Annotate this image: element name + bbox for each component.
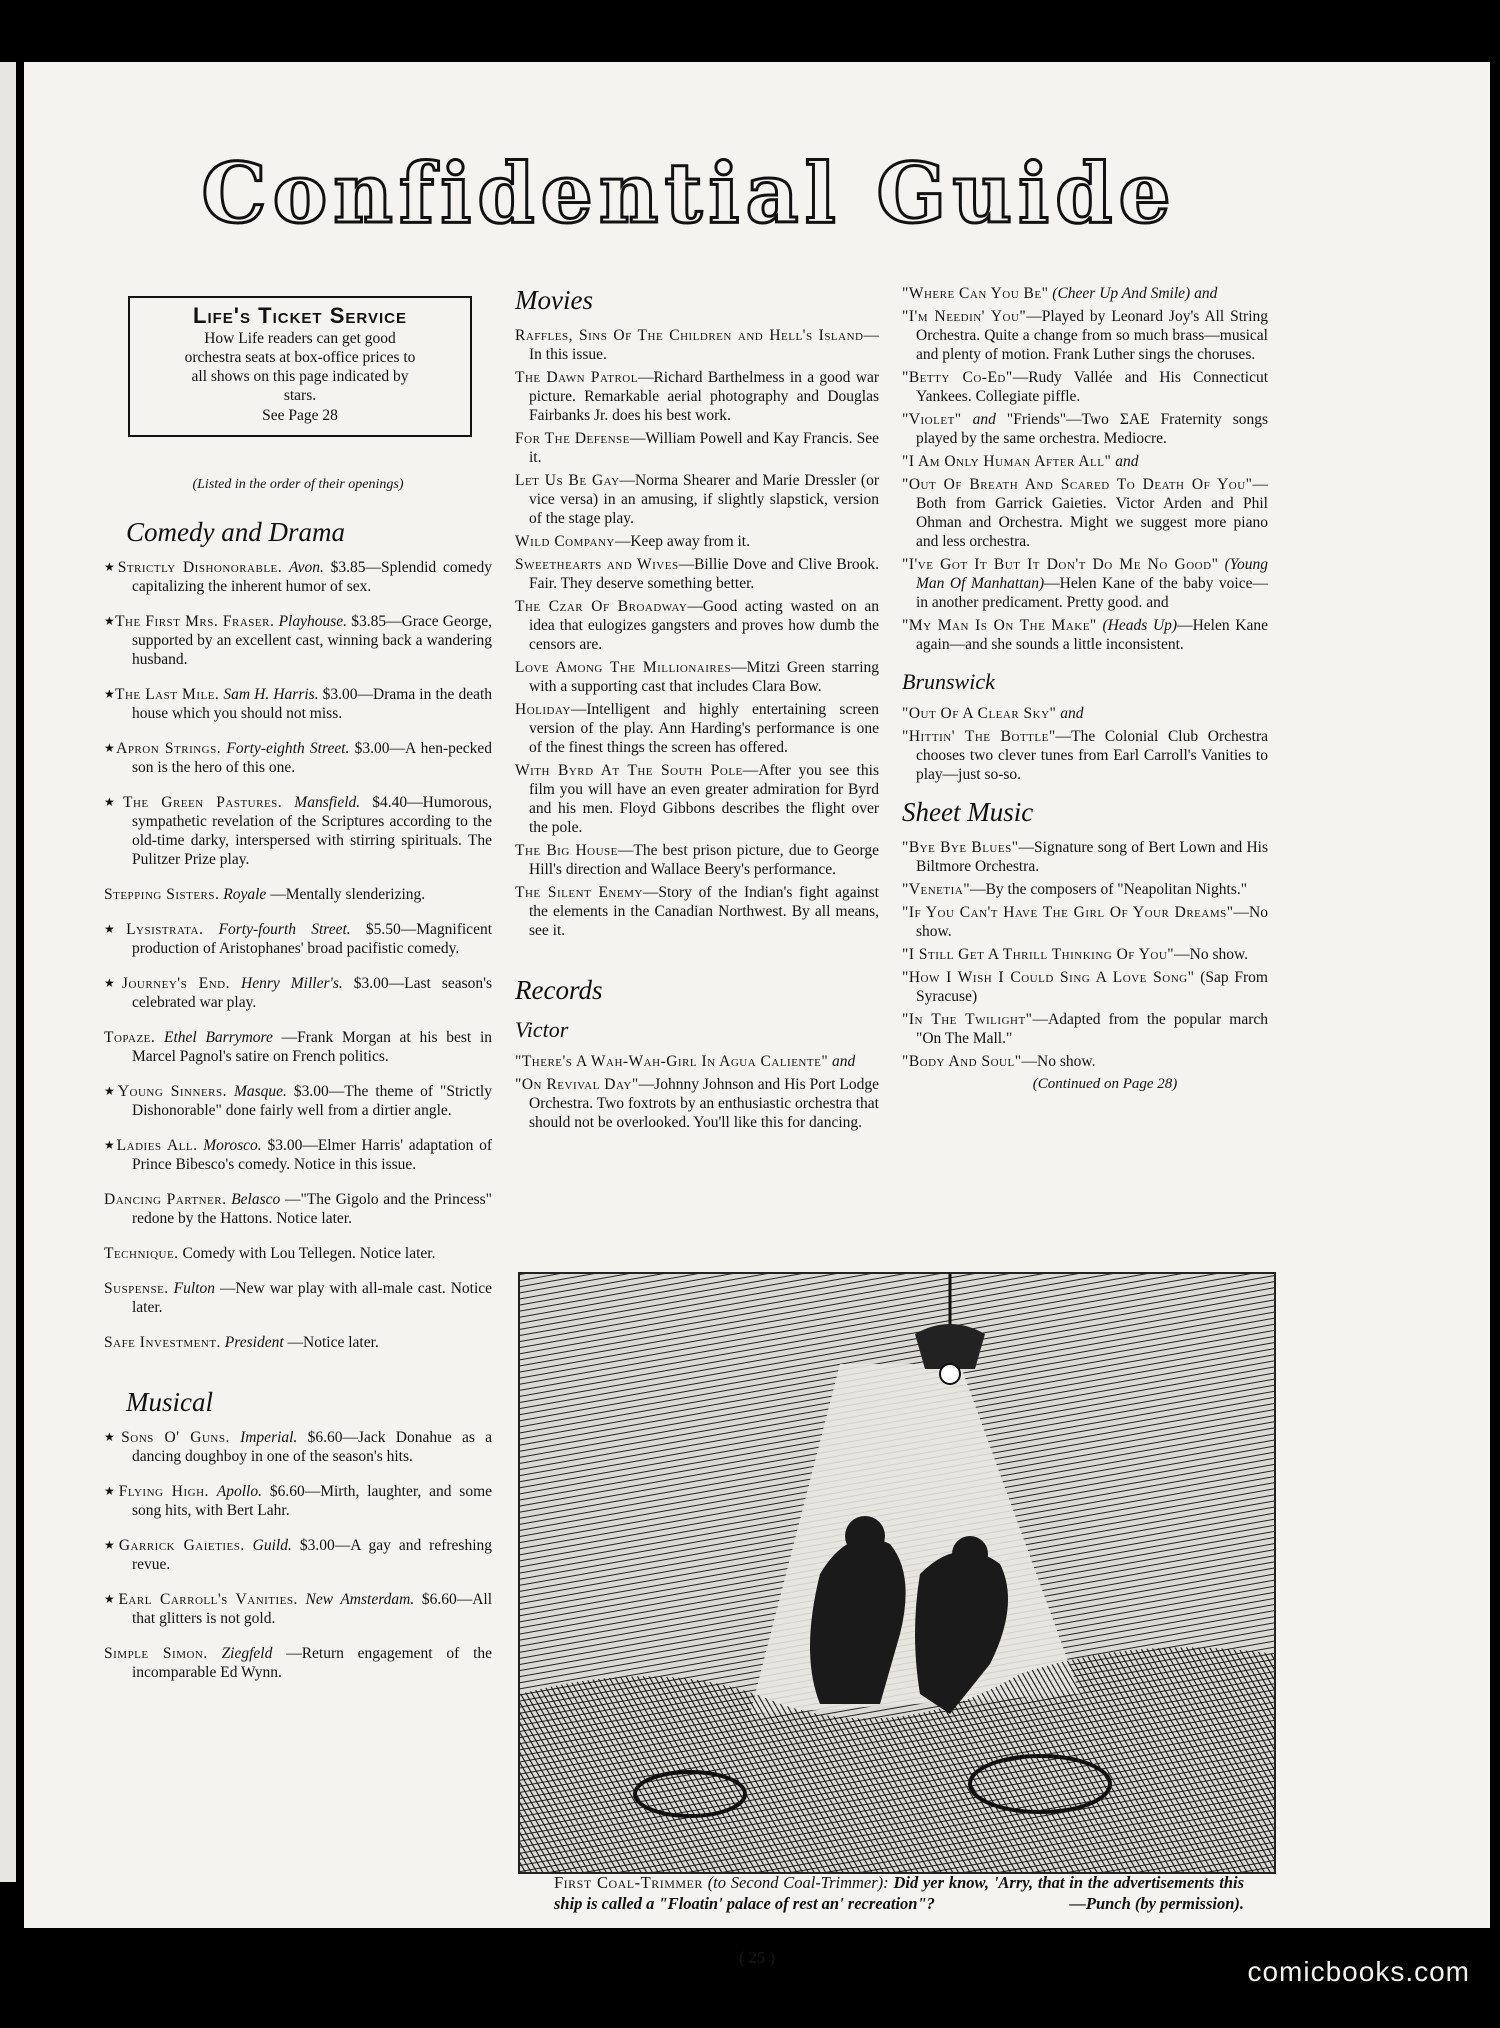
record-listing-note: —Johnny Johnson and His Port Lodge Orchestra. Two foxtrots by an enthusiastic orchestra that should not be overlooked. You'll like this for dancing. bbox=[529, 1076, 879, 1131]
movie-listing-title: Holiday bbox=[515, 701, 571, 718]
movie-listing-title: Wild Company bbox=[515, 533, 615, 550]
show-title: Technique. bbox=[104, 1245, 179, 1262]
record-listing bbox=[902, 475, 1268, 551]
cartoon-illustration bbox=[518, 1272, 1276, 1874]
sheet-music-listing-title: "I Still Get A Thrill Thinking Of You" bbox=[902, 946, 1175, 963]
section-heading-movies: Movies bbox=[515, 285, 593, 315]
show-listing bbox=[104, 1428, 492, 1466]
show-listing bbox=[104, 885, 492, 904]
page-title: Confidential Guide bbox=[201, 146, 1177, 242]
movies-list bbox=[515, 326, 879, 940]
record-listing-title: "Out Of Breath And Scared To Death Of You" bbox=[902, 476, 1253, 493]
movie-listing bbox=[515, 555, 879, 593]
listing-note: (Listed in the order of their openings) bbox=[192, 477, 404, 492]
record-listing bbox=[902, 616, 1268, 654]
show-note: $3.00—The theme of "Strictly Dishonorable" done fairly well from a dirtier angle. bbox=[132, 1083, 492, 1119]
show-title: The First Mrs. Fraser. bbox=[115, 613, 275, 630]
show-theatre: Ethel Barrymore bbox=[164, 1029, 273, 1046]
movie-listing-note: —Story of the Indian's fight against the elements in the Canadian Northwest. By all means, see it. bbox=[529, 884, 879, 939]
sheet-music-listing-title: "Bye Bye Blues" bbox=[902, 839, 1019, 856]
record-listing bbox=[902, 410, 1268, 448]
record-listing-note: —Played by Leonard Joy's All String Orchestra. Quite a change from so much brass—musical and plenty of motion. Frank Luther sings the choruses. bbox=[916, 308, 1269, 363]
show-note: —"The Gigolo and the Princess" redone by the Hattons. Notice later. bbox=[132, 1191, 492, 1227]
comedy-list bbox=[104, 558, 492, 1352]
star-icon: ★ bbox=[104, 560, 118, 574]
sheet-music-listing bbox=[902, 1010, 1268, 1048]
movie-listing-note: —Keep away from it. bbox=[614, 533, 750, 550]
show-listing bbox=[104, 1082, 492, 1120]
sheet-music-listing-note: —By the composers of "Neapolitan Nights." bbox=[970, 881, 1248, 898]
show-note: Comedy with Lou Tellegen. Notice later. bbox=[182, 1245, 436, 1262]
record-listing-note: "Friends"—Two ΣAE Fraternity songs played by the same orchestra. Mediocre. bbox=[916, 411, 1269, 447]
movie-listing bbox=[515, 326, 879, 364]
show-listing bbox=[104, 739, 492, 777]
star-icon: ★ bbox=[104, 795, 123, 809]
show-title: Sons O' Guns. bbox=[121, 1429, 230, 1446]
show-title: Stepping Sisters. bbox=[104, 886, 220, 903]
record-listing-title: "Violet" bbox=[902, 411, 962, 428]
column-records-music bbox=[902, 284, 1268, 1094]
record-listing-note: —The Colonial Club Orchestra chooses two clever tunes from Earl Carroll's Vanities to play—just so-so. bbox=[916, 728, 1269, 783]
movie-listing-title: Let Us Be Gay bbox=[515, 472, 620, 489]
show-theatre: Sam H. Harris. bbox=[223, 686, 319, 703]
column-movies-records bbox=[515, 284, 879, 1136]
section-heading-musical: Musical bbox=[126, 1387, 213, 1417]
record-listing bbox=[902, 284, 1268, 303]
movie-listing-note: —Intelligent and highly entertaining screen version of the play. Ann Harding's performance is one of the finest things the screen has offered. bbox=[529, 701, 879, 756]
record-listing-note: —Both from Garrick Gaieties. Victor Arden and Phil Ohman and Orchestra. Might we suggest more piano and less orchestra. bbox=[916, 476, 1268, 550]
show-title: Lysistrata. bbox=[126, 921, 204, 938]
sheet-music-listing-note: —No show. bbox=[1021, 1053, 1096, 1070]
show-note: $3.00—A gay and refreshing revue. bbox=[132, 1537, 493, 1573]
show-title: Safe Investment. bbox=[104, 1334, 221, 1351]
show-title: Young Sinners. bbox=[117, 1083, 227, 1100]
show-listing bbox=[104, 1028, 492, 1066]
show-note: $6.60—Mirth, laughter, and some song hits, with Bert Lahr. bbox=[132, 1483, 493, 1519]
show-theatre: Guild. bbox=[252, 1537, 292, 1554]
show-theatre: New Amsterdam. bbox=[305, 1591, 415, 1608]
star-icon: ★ bbox=[104, 1084, 118, 1098]
show-theatre: Mansfield. bbox=[294, 794, 361, 811]
sheet-music-listing-note: —Signature song of Bert Lown and His Biltmore Orchestra. bbox=[916, 839, 1268, 875]
show-theatre: Royale bbox=[223, 886, 267, 903]
show-note: —Mentally slenderizing. bbox=[270, 886, 426, 903]
show-listing bbox=[104, 1482, 492, 1520]
record-listing-title: "Hittin' The Bottle" bbox=[902, 728, 1056, 745]
movie-listing-note: —The best prison picture, due to George Hill's direction and Wallace Beery's performance. bbox=[529, 842, 879, 878]
show-listing bbox=[104, 612, 492, 669]
section-heading-sheet-music: Sheet Music bbox=[902, 797, 1034, 827]
star-icon: ★ bbox=[104, 1138, 117, 1152]
show-theatre: Playhouse. bbox=[278, 613, 348, 630]
show-listing bbox=[104, 1136, 492, 1174]
sheet-music-listing bbox=[902, 968, 1268, 1006]
sheet-music-listing bbox=[902, 880, 1268, 899]
show-note: —Return engagement of the incomparable Ed Wynn. bbox=[132, 1645, 493, 1681]
sheet-music-listing bbox=[902, 838, 1268, 876]
record-listing-title: "I Am Only Human After All" bbox=[902, 453, 1112, 470]
caption-attribution: —Punch (by permission). bbox=[1069, 1894, 1244, 1913]
show-note: $3.00—A hen-pecked son is the hero of this one. bbox=[132, 740, 493, 776]
subheading-brunswick: Brunswick bbox=[902, 669, 995, 694]
movie-listing bbox=[515, 761, 879, 837]
show-title: Strictly Dishonorable. bbox=[117, 559, 283, 576]
show-title: Earl Carroll's Vanities. bbox=[118, 1591, 298, 1608]
show-listing bbox=[104, 558, 492, 596]
record-listing-aside: and bbox=[1115, 453, 1139, 470]
record-listing-title: "Out Of A Clear Sky" bbox=[902, 705, 1057, 722]
show-theatre: Forty-eighth Street. bbox=[226, 740, 350, 757]
record-listing bbox=[902, 727, 1268, 784]
brunswick-list bbox=[902, 704, 1268, 784]
record-listing bbox=[902, 368, 1268, 406]
continued-note: (Continued on Page 28) bbox=[1032, 1076, 1178, 1092]
show-listing bbox=[104, 974, 492, 1012]
movie-listing-title: Sweethearts and Wives bbox=[515, 556, 679, 573]
show-theatre: Apollo. bbox=[216, 1483, 262, 1500]
sheet-music-listing-note: —Adapted from the popular march "On The Mall." bbox=[916, 1011, 1268, 1047]
movie-listing-note: —Billie Dove and Clive Brook. Fair. They deserve something better. bbox=[529, 556, 880, 592]
ticket-service-title: Life's Ticket Service bbox=[193, 303, 407, 328]
movie-listing bbox=[515, 471, 879, 528]
star-icon: ★ bbox=[104, 1538, 119, 1552]
movie-listing bbox=[515, 532, 879, 551]
page-number: ( 25 ) bbox=[738, 1948, 776, 1967]
victor-list-continued bbox=[902, 284, 1268, 654]
sheet-music-listing-title: "Body And Soul" bbox=[902, 1053, 1022, 1070]
movie-listing-title: The Czar Of Broadway bbox=[515, 598, 688, 615]
movie-listing-note: —Good acting wasted on an idea that eulogizes gangsters and proves how dumb the censors are. bbox=[529, 598, 879, 653]
show-listing bbox=[104, 1590, 492, 1628]
show-note: $3.85—Splendid comedy capitalizing the inherent humor of sex. bbox=[132, 559, 493, 595]
show-listing bbox=[104, 920, 492, 958]
record-listing-title: "On Revival Day" bbox=[515, 1076, 639, 1093]
sheet-music-listing-note: (Sap From Syracuse) bbox=[916, 969, 1268, 1005]
show-title: The Last Mile. bbox=[114, 686, 220, 703]
movie-listing-note: —Norma Shearer and Marie Dressler (or vice versa) in an amusing, if slightly slapstick, version of the stage play. bbox=[529, 472, 879, 527]
show-title: Ladies All. bbox=[116, 1137, 198, 1154]
show-theatre: Morosco. bbox=[203, 1137, 262, 1154]
record-listing-title: "I've Got It But It Don't Do Me No Good" bbox=[902, 556, 1219, 573]
show-note: $3.00—Drama in the death house which you should not miss. bbox=[132, 686, 493, 722]
movie-listing bbox=[515, 658, 879, 696]
record-listing bbox=[902, 452, 1268, 471]
show-title: Flying High. bbox=[118, 1483, 209, 1500]
record-listing-aside: (Heads Up) bbox=[1102, 617, 1178, 634]
movie-listing-title: The Big House bbox=[515, 842, 618, 859]
movie-listing-note: —Mitzi Green starring with a supporting cast that includes Clara Bow. bbox=[529, 659, 879, 695]
star-icon: ★ bbox=[104, 1430, 122, 1444]
show-note: —New war play with all-male cast. Notice later. bbox=[132, 1280, 493, 1316]
show-note: —Frank Morgan at his best in Marcel Pagnol's satire on French politics. bbox=[132, 1029, 493, 1065]
record-listing bbox=[902, 704, 1268, 723]
record-listing-title: "There's A Wah-Wah-Girl In Agua Caliente" bbox=[515, 1053, 829, 1070]
ticket-service-box bbox=[128, 296, 472, 437]
movie-listing-title: The Silent Enemy bbox=[515, 884, 643, 901]
movie-listing-note: —In this issue. bbox=[529, 327, 879, 363]
record-listing-title: "Where Can You Be" bbox=[902, 285, 1049, 302]
show-note: $6.60—Jack Donahue as a dancing doughboy in one of the season's hits. bbox=[132, 1429, 492, 1465]
star-icon: ★ bbox=[104, 1484, 119, 1498]
record-listing-aside: (Cheer Up And Smile) and bbox=[1052, 285, 1218, 302]
movie-listing bbox=[515, 883, 879, 940]
record-listing-note: —Helen Kane again—and she sounds a little inconsistent. bbox=[916, 617, 1269, 653]
movie-listing-title: The Dawn Patrol bbox=[515, 369, 638, 386]
record-listing-aside: (Young Man Of Manhattan) bbox=[916, 556, 1268, 592]
show-title: Suspense. bbox=[104, 1280, 169, 1297]
star-icon: ★ bbox=[104, 922, 127, 936]
show-theatre: Forty-fourth Street. bbox=[218, 921, 351, 938]
show-note: $3.00—Last season's celebrated war play. bbox=[132, 975, 493, 1011]
show-theatre: Fulton bbox=[173, 1280, 215, 1297]
record-listing-aside: and bbox=[1060, 705, 1084, 722]
movie-listing-title: With Byrd At The South Pole bbox=[515, 762, 743, 779]
movie-listing bbox=[515, 429, 879, 467]
column-theatre bbox=[104, 290, 492, 1698]
show-note: $5.50—Magnificent production of Aristophanes' broad pacifistic comedy. bbox=[132, 921, 493, 957]
ticket-service-ref: See Page 28 bbox=[262, 407, 338, 424]
show-theatre: Avon. bbox=[288, 559, 324, 576]
record-listing bbox=[515, 1052, 879, 1071]
record-listing bbox=[902, 307, 1268, 364]
show-theatre: Ziegfeld bbox=[221, 1645, 273, 1662]
movie-listing-title: For The Defense bbox=[515, 430, 630, 447]
show-theatre: Belasco bbox=[231, 1191, 281, 1208]
show-listing bbox=[104, 1244, 492, 1263]
sheet-music-list bbox=[902, 838, 1268, 1071]
show-theatre: Masque. bbox=[233, 1083, 287, 1100]
sheet-music-listing-note: —No show. bbox=[1174, 946, 1249, 963]
movie-listing-title: Raffles, Sins Of The Children and Hell's Island bbox=[515, 327, 864, 344]
show-title: Topaze. bbox=[104, 1029, 156, 1046]
show-note: $3.85—Grace George, supported by an excellent cast, winning back a wandering husband. bbox=[132, 613, 492, 668]
show-listing bbox=[104, 1536, 492, 1574]
show-title: Simple Simon. bbox=[104, 1645, 208, 1662]
sheet-music-listing-title: "If You Can't Have The Girl Of Your Dreams" bbox=[902, 904, 1234, 921]
show-note: $6.60—All that glitters is not gold. bbox=[132, 1591, 493, 1627]
show-listing bbox=[104, 793, 492, 869]
caption-body: Did yer know, 'Arry, that in the advertisements this ship is called a "Floatin' palace of rest an' recreation"? bbox=[554, 1873, 1245, 1913]
record-listing-title: "I'm Needin' You" bbox=[902, 308, 1027, 325]
show-listing bbox=[104, 1333, 492, 1352]
movie-listing-note: —William Powell and Kay Francis. See it. bbox=[529, 430, 879, 466]
movie-listing-title: Love Among The Millionaires bbox=[515, 659, 732, 676]
star-icon: ★ bbox=[104, 614, 116, 628]
show-note: $3.00—Elmer Harris' adaptation of Prince Bibesco's comedy. Notice in this issue. bbox=[132, 1137, 493, 1173]
sheet-music-listing-title: "How I Wish I Could Sing A Love Song" bbox=[902, 969, 1195, 986]
sheet-music-listing bbox=[902, 945, 1268, 964]
hanging-lamp bbox=[915, 1324, 985, 1369]
show-theatre: President bbox=[224, 1334, 284, 1351]
binding-edge bbox=[0, 62, 16, 1882]
sheet-music-listing-title: "In The Twilight" bbox=[902, 1011, 1033, 1028]
record-listing-aside: and bbox=[832, 1053, 856, 1070]
movie-listing bbox=[515, 700, 879, 757]
star-icon: ★ bbox=[104, 687, 115, 701]
sheet-music-listing bbox=[902, 903, 1268, 941]
star-icon: ★ bbox=[104, 741, 117, 755]
movie-listing bbox=[515, 841, 879, 879]
section-heading-records: Records bbox=[515, 975, 603, 1005]
show-listing bbox=[104, 1190, 492, 1228]
sheet-music-listing bbox=[902, 1052, 1268, 1071]
movie-listing bbox=[515, 368, 879, 425]
ticket-service-text: How Life readers can get good orchestra seats at box-office prices to all shows on this page indicated by stars. bbox=[184, 330, 416, 404]
show-listing bbox=[104, 1279, 492, 1317]
movie-listing-note: —Richard Barthelmess in a good war picture. Remarkable aerial photography and Douglas Fairbanks Jr. does his best work. bbox=[529, 369, 879, 424]
sheet-music-listing-note: —No show. bbox=[916, 904, 1268, 940]
subheading-victor: Victor bbox=[515, 1017, 569, 1042]
star-icon: ★ bbox=[104, 1592, 119, 1606]
record-listing bbox=[515, 1075, 879, 1132]
magazine-page bbox=[24, 62, 1490, 1967]
show-title: Dancing Partner. bbox=[104, 1191, 227, 1208]
show-listing bbox=[104, 685, 492, 723]
show-title: Garrick Gaieties. bbox=[118, 1537, 245, 1554]
movie-listing bbox=[515, 597, 879, 654]
movie-listing-note: —After you see this film you will have an even greater admiration for Byrd and his men. Floyd Gibbons describes the flight over the pole. bbox=[529, 762, 879, 836]
cartoon-caption bbox=[554, 1872, 1244, 1914]
show-title: Apron Strings. bbox=[116, 740, 222, 757]
record-listing-note: —Rudy Vallée and His Connecticut Yankees. Collegiate piffle. bbox=[916, 369, 1269, 405]
show-theatre: Imperial. bbox=[240, 1429, 298, 1446]
record-listing-title: "Betty Co-Ed" bbox=[902, 369, 1013, 386]
caption-speaker: First Coal-Trimmer bbox=[554, 1873, 703, 1892]
show-title: The Green Pastures. bbox=[123, 794, 283, 811]
sheet-music-listing-title: "Venetia" bbox=[902, 881, 971, 898]
site-watermark: comicbooks.com bbox=[1247, 1956, 1470, 1987]
record-listing-aside: and bbox=[972, 411, 996, 428]
show-note: $4.40—Humorous, sympathetic revelation of the Scriptures according to the old-time darky, interspersed with stirring spirituals. The Pulitzer Prize play. bbox=[132, 794, 492, 868]
show-listing bbox=[104, 1644, 492, 1682]
caption-direction: (to Second Coal-Trimmer): bbox=[707, 1873, 889, 1892]
coal-trimmers-drawing bbox=[520, 1274, 1274, 1872]
record-listing-note: —Helen Kane of the baby voice—in another predicament. Pretty good. and bbox=[916, 575, 1268, 611]
record-listing-title: "My Man Is On The Make" bbox=[902, 617, 1097, 634]
show-note: —Notice later. bbox=[287, 1334, 379, 1351]
record-listing bbox=[902, 555, 1268, 612]
section-heading-comedy: Comedy and Drama bbox=[126, 517, 345, 547]
show-theatre: Henry Miller's. bbox=[241, 975, 343, 992]
victor-list bbox=[515, 1052, 879, 1132]
star-icon: ★ bbox=[104, 976, 122, 990]
musical-list bbox=[104, 1428, 492, 1682]
show-title: Journey's End. bbox=[121, 975, 230, 992]
